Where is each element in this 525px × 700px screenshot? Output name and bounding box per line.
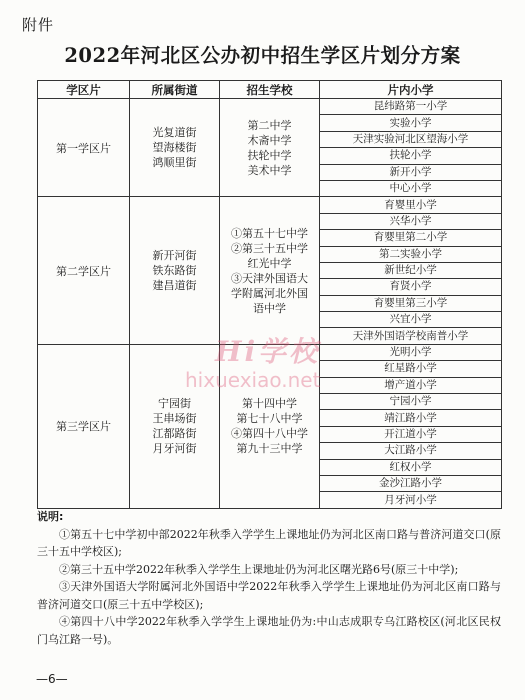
street-name: 宁园街 [158, 397, 191, 411]
zone-schools [220, 344, 320, 508]
school-name: ②第三十五中学 [231, 241, 308, 255]
school-name: 第二中学 [247, 118, 292, 132]
watermark-logo: Hi学校 [215, 335, 321, 368]
note-item: ④第四十八中学2022年秋季入学学生上课地址仍为:中山志成职专乌江路校区(河北区民权门乌江路一号)。 [37, 615, 501, 646]
primary-school: 光明小学 [320, 344, 502, 360]
zone-streets [130, 344, 220, 508]
header-street: 所属街道 [130, 81, 220, 99]
page-number: —6— [36, 672, 68, 686]
notes-section [37, 508, 501, 648]
zone-name: 第三学区片 [38, 344, 130, 508]
primary-school: 增产道小学 [320, 377, 502, 393]
primary-school: 兴华小学 [320, 213, 502, 229]
zone-name: 第二学区片 [38, 197, 130, 345]
primary-school: 大江路小学 [320, 443, 502, 459]
school-name: 红光中学 [247, 256, 292, 270]
note-item: ①第五十七中学初中部2022年秋季入学学生上课地址仍为河北区南口路与普济河道交口(原三十五中学校区); [37, 527, 501, 558]
street-name: 王串场街 [152, 412, 197, 426]
primary-school: 靖江路小学 [320, 410, 502, 426]
notes-heading: 说明: [37, 510, 64, 523]
street-name: 铁东路街 [152, 264, 197, 278]
primary-school: 宁园小学 [320, 394, 502, 410]
zone-streets [130, 197, 220, 345]
note-item: ②第三十五中学2022年秋季入学学生上课地址仍为河北区曙光路6号(原三十中学); [59, 562, 459, 576]
street-name: 建昌道街 [152, 279, 197, 293]
school-name: 美术中学 [247, 163, 292, 177]
school-name: 语中学 [253, 301, 286, 315]
primary-school: 新开小学 [320, 164, 502, 180]
primary-school: 新世纪小学 [320, 262, 502, 278]
primary-school: 天津外国语学校南普小学 [320, 328, 502, 344]
street-name: 鸿顺里街 [152, 156, 197, 170]
primary-school: 中心小学 [320, 180, 502, 196]
school-name: 第七十八中学 [236, 412, 303, 426]
primary-school: 育婴里第二小学 [320, 230, 502, 246]
street-name: 江都路街 [152, 427, 197, 441]
document-title: 2022年河北区公办初中招生学区片划分方案 [64, 44, 461, 67]
zone-schools [220, 197, 320, 345]
attachment-label: 附件 [22, 16, 55, 34]
table-header-row [38, 81, 502, 99]
primary-school: 月牙河小学 [320, 492, 502, 508]
school-district-table [37, 80, 502, 509]
school-name: ③天津外国语大 [231, 271, 308, 285]
primary-school: 育婴里第三小学 [320, 295, 502, 311]
street-name: 新开河街 [152, 249, 197, 263]
primary-school: 育贤小学 [320, 279, 502, 295]
street-name: 光复道街 [152, 126, 197, 140]
primary-school: 昆纬路第一小学 [320, 99, 502, 115]
primary-school: 红星路小学 [320, 361, 502, 377]
table-row [38, 99, 502, 115]
primary-school: 实验小学 [320, 115, 502, 131]
primary-school: 开江道小学 [320, 426, 502, 442]
primary-school: 第二实验小学 [320, 246, 502, 262]
school-name: 第九十三中学 [236, 442, 303, 456]
watermark-url: hixuexiao.net [185, 368, 321, 392]
primary-school: 扶轮小学 [320, 148, 502, 164]
primary-school: 红权小学 [320, 459, 502, 475]
primary-school: 兴宜小学 [320, 312, 502, 328]
header-zone: 学区片 [38, 81, 130, 99]
street-name: 月牙河街 [152, 442, 197, 456]
zone-schools [220, 99, 320, 197]
primary-school: 金沙江路小学 [320, 475, 502, 491]
school-name: ①第五十七中学 [231, 226, 308, 240]
zone-streets [130, 99, 220, 197]
table-body [38, 99, 502, 509]
note-item: ③天津外国语大学附属河北外国语中学2022年秋季入学学生上课地址仍为河北区南口路与普济河道交口(原三十五中学校区); [37, 580, 501, 611]
street-name: 望海楼街 [152, 141, 197, 155]
table-row [38, 344, 502, 360]
school-name: ④第四十八中学 [231, 427, 308, 441]
school-name: 学附属河北外国 [231, 286, 308, 300]
school-name: 木斋中学 [247, 133, 292, 147]
primary-school: 育婴里小学 [320, 197, 502, 213]
zone-name: 第一学区片 [38, 99, 130, 197]
header-primary: 片内小学 [320, 81, 502, 99]
primary-school: 天津实验河北区望海小学 [320, 131, 502, 147]
school-name: 第十四中学 [242, 397, 297, 411]
header-school: 招生学校 [220, 81, 320, 99]
table-row [38, 197, 502, 213]
school-name: 扶轮中学 [247, 148, 292, 162]
